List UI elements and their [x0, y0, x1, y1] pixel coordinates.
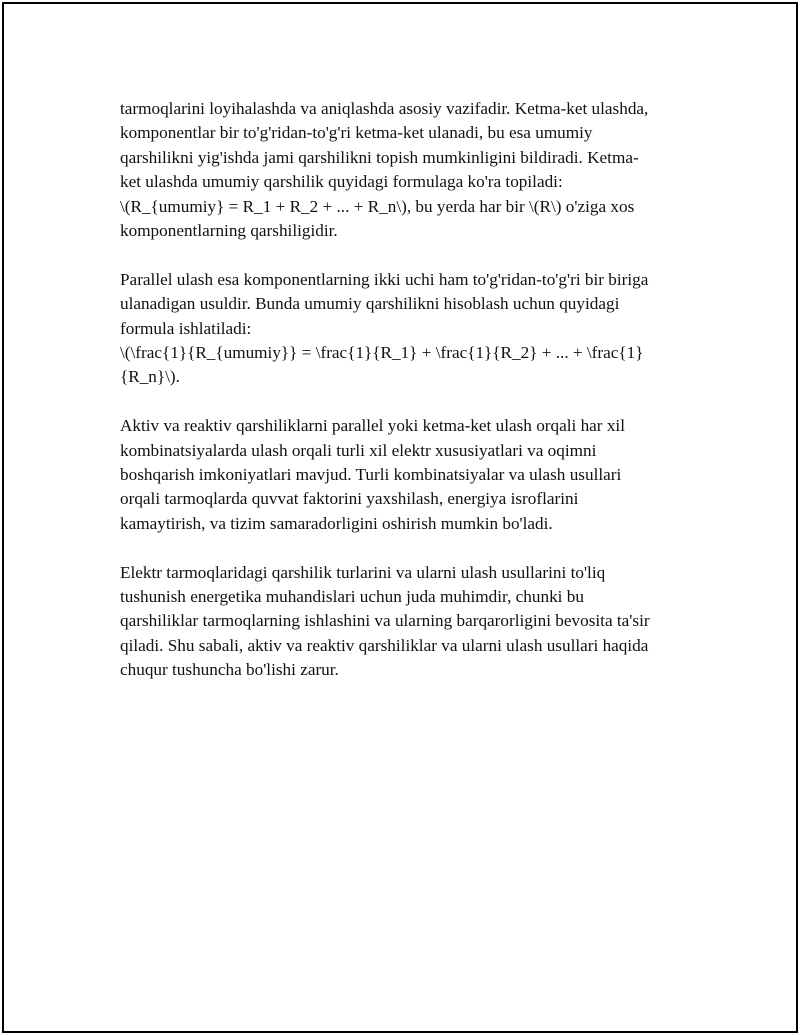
paragraph-series-connection — [120, 97, 700, 243]
text-line: kombinatsiyalarda ulash orqali turli xil elektr xususiyatlari va oqimni — [120, 440, 597, 460]
text-line: ket ulashda umumiy qarshilik quyidagi formulaga ko'ra topiladi: — [120, 172, 563, 192]
paragraph-active-reactive — [120, 414, 700, 536]
formula-line: {R_n}\). — [120, 367, 180, 387]
text-line: orqali tarmoqlarda quvvat faktorini yaxshilash, energiya isroflarini — [120, 489, 579, 509]
text-line: Elektr tarmoqlaridagi qarshilik turlarini va ularni ulash usullarini to'liq — [120, 562, 606, 582]
text-line: tushunish energetika muhandislari uchun juda muhimdir, chunki bu — [120, 587, 584, 607]
text-line: komponentlar bir to'g'ridan-to'g'ri ketma-ket ulanadi, bu esa umumiy — [120, 123, 593, 143]
text-line: Parallel ulash esa komponentlarning ikki uchi ham to'g'ridan-to'g'ri bir biriga — [120, 269, 649, 289]
text-line: komponentlarning qarshiligidir. — [120, 221, 338, 241]
paragraph-conclusion — [120, 561, 700, 683]
text-line: kamaytirish, va tizim samaradorligini oshirish mumkin bo'ladi. — [120, 513, 553, 533]
text-line: tarmoqlarini loyihalashda va aniqlashda asosiy vazifadir. Ketma-ket ulashda, — [120, 99, 649, 118]
text-line: qarshiliklar tarmoqlarning ishlashini va ularning barqarorligini bevosita ta'sir — [120, 611, 650, 631]
text-line: ulanadigan usuldir. Bunda umumiy qarshilikni hisoblash uchun quyidagi — [120, 294, 620, 314]
paragraph-parallel-connection — [120, 268, 700, 390]
text-line: boshqarish imkoniyatlari mavjud. Turli kombinatsiyalar va ulash usullari — [120, 465, 622, 485]
text-line: formula ishlatiladi: — [120, 318, 252, 338]
text-line: qarshilikni yig'ishda jami qarshilikni topish mumkinligini bildiradi. Ketma- — [120, 147, 639, 167]
text-line: Aktiv va reaktiv qarshiliklarni parallel yoki ketma-ket ulash orqali har xil — [120, 416, 625, 436]
text-line: qiladi. Shu sabali, aktiv va reaktiv qarshiliklar va ularni ulash usullari haqida — [120, 635, 649, 655]
page-frame — [2, 2, 798, 1033]
text-line: chuqur tushuncha bo'lishi zarur. — [120, 660, 339, 680]
document-body — [120, 97, 700, 707]
formula-line: \(R_{umumiy} = R_1 + R_2 + ... + R_n\), bu yerda har bir \(R\) o'ziga xos — [120, 196, 635, 216]
formula-line: \(\frac{1}{R_{umumiy}} = \frac{1}{R_1} + \frac{1}{R_2} + ... + \frac{1} — [120, 343, 644, 363]
